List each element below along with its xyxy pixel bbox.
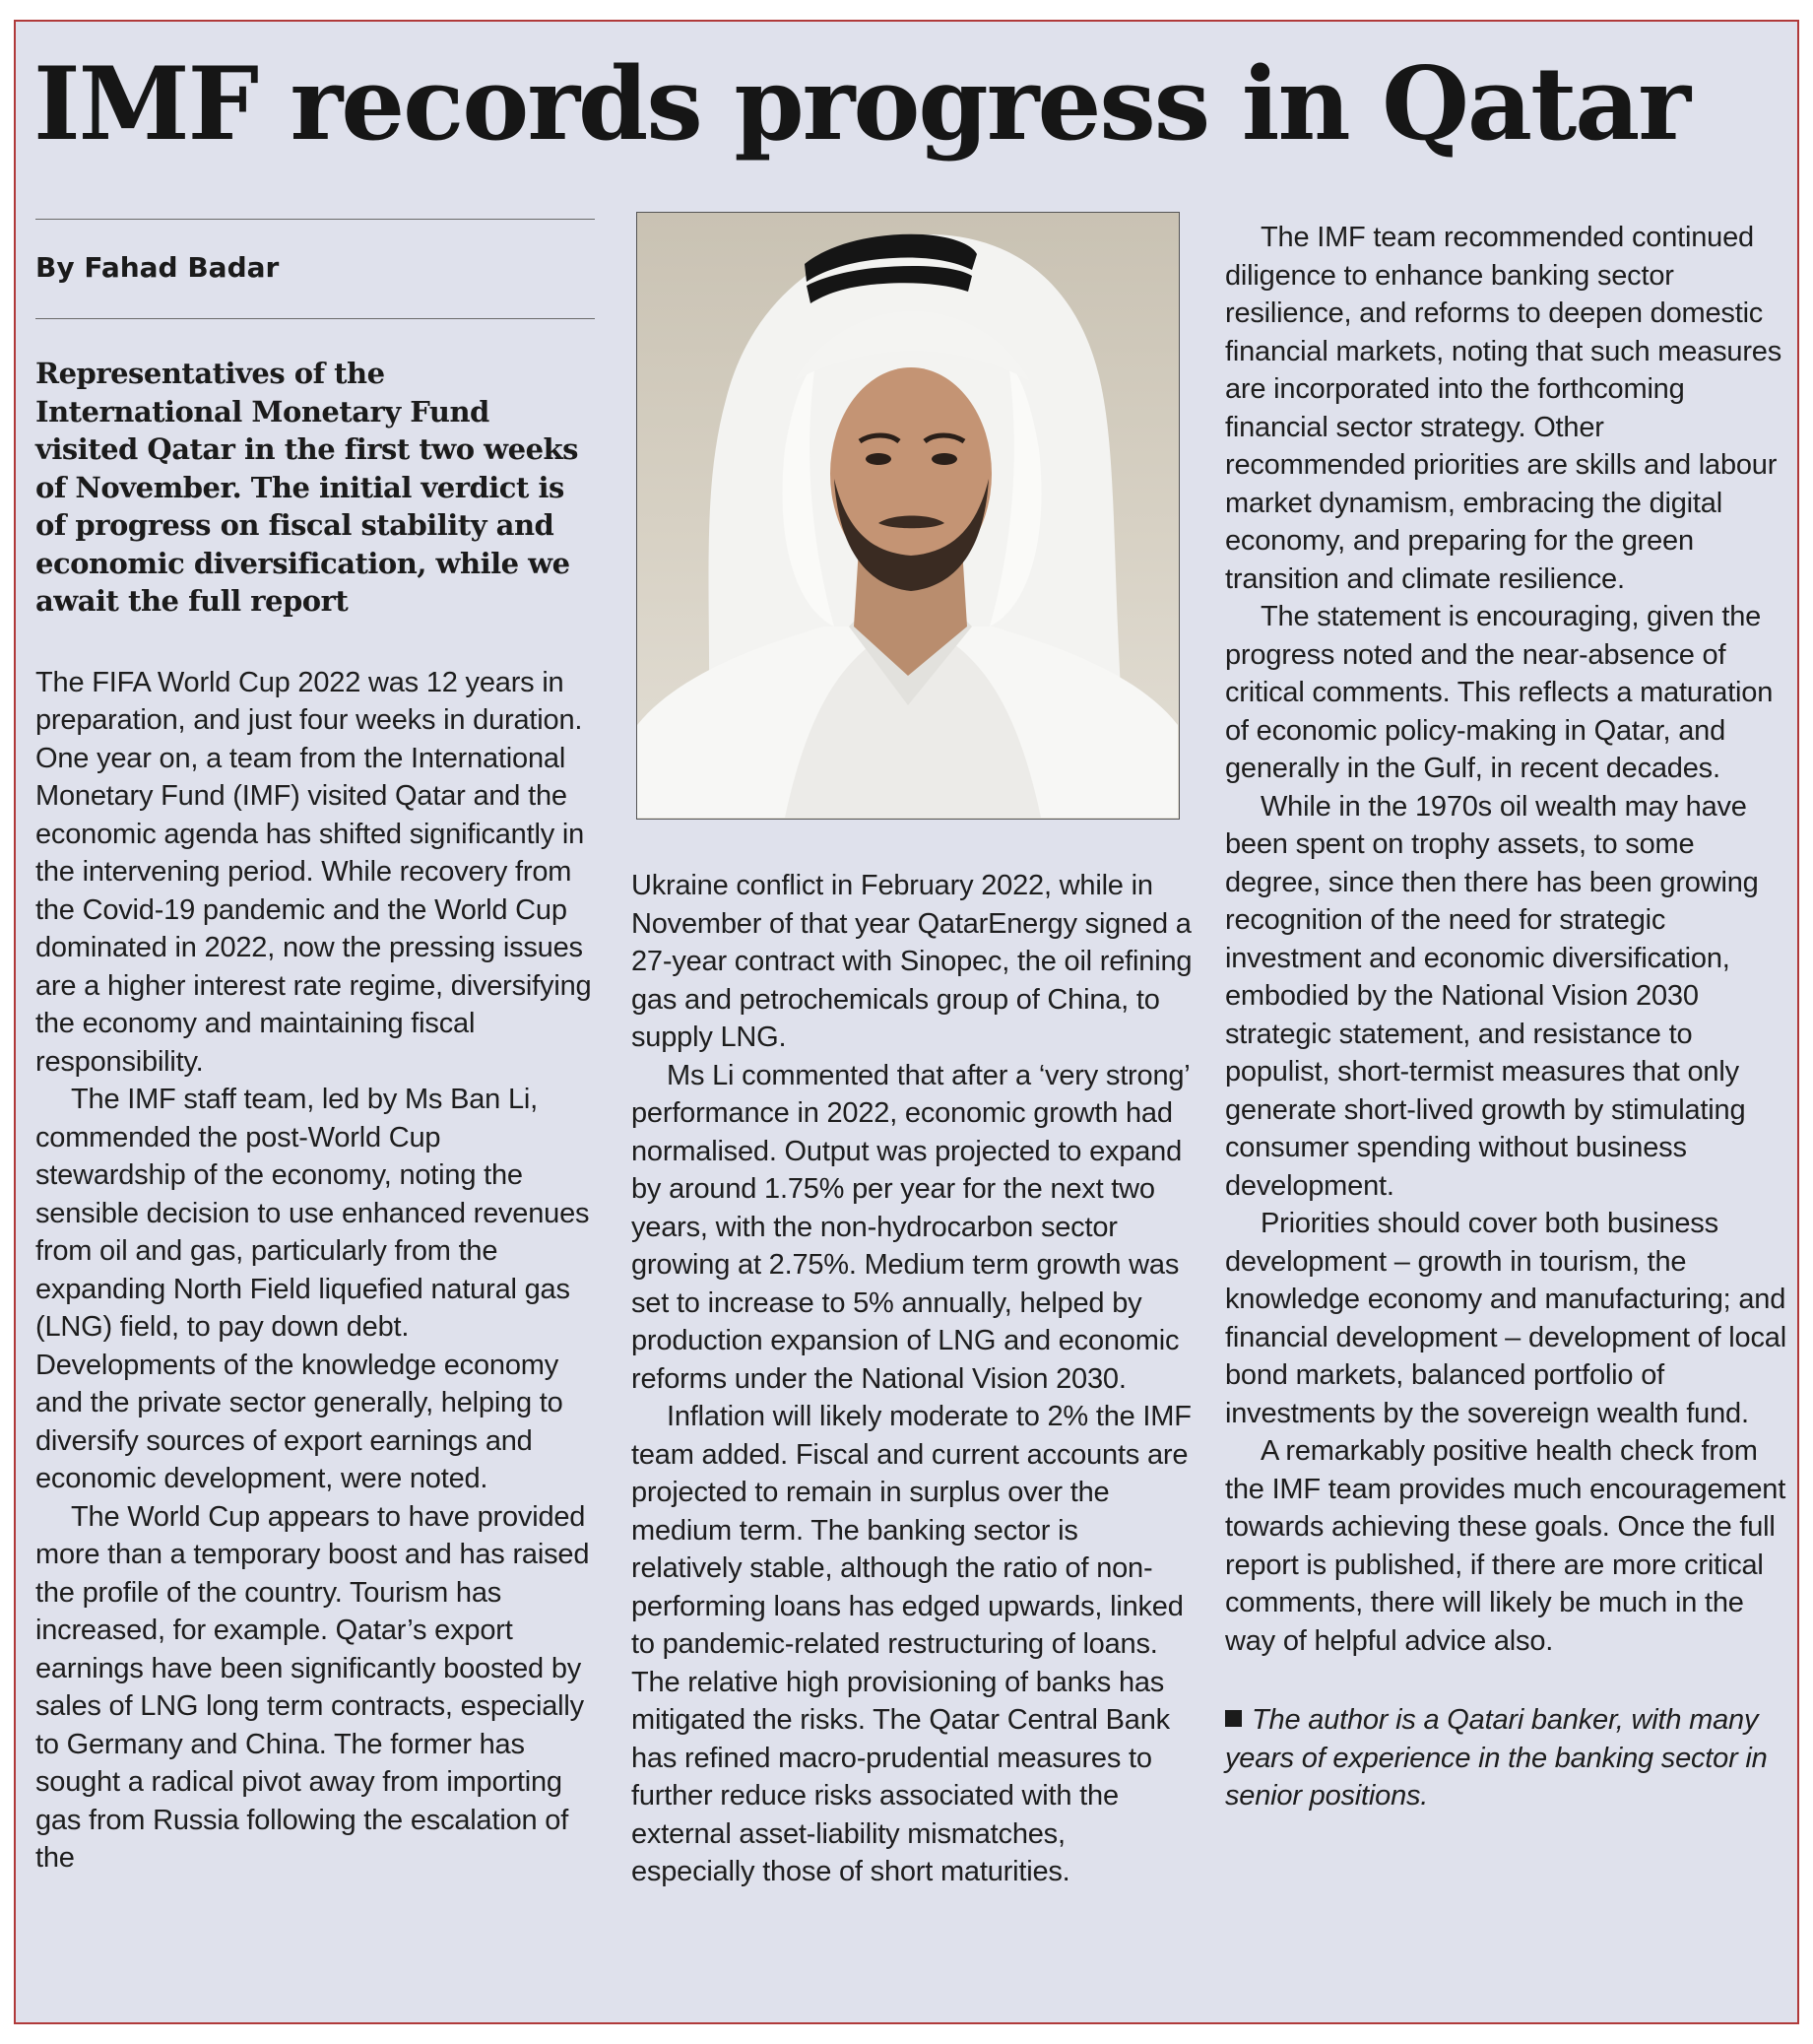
author-note-text: The author is a Qatari banker, with many years of experience in the banking sector in senior positions. xyxy=(1225,1704,1768,1812)
paragraph: The World Cup appears to have provided more than a temporary boost and has raised the profile of the country. Tourism has increased, for example. Qatar’s export earnings have been significantly boosted by sales of LNG long term contracts, especially to Germany and China. The former has sought a radical pivot away from importing gas from Russia following the escalation of the xyxy=(35,1500,590,1874)
paragraph: Ukraine conflict in February 2022, while in November of that year QatarEnergy signed a 27-year contract with Sinopec, the oil refining gas and petrochemicals group of China, to supply LNG. xyxy=(631,870,1193,1053)
paragraph: A remarkably positive health check from the IMF team provides much encouragement towards achieving these goals. Once the full report is published, if there are more critical comments, there will likely be much in the way of helpful advice also. xyxy=(1225,1435,1786,1657)
bullet-square-icon xyxy=(1225,1710,1242,1727)
paragraph: The statement is encouraging, given the progress noted and the near-absence of critical comments. This reflects a maturation of economic policy-making in Qatar, and generally in the Gulf, in recent decades. xyxy=(1225,601,1774,784)
portrait-icon xyxy=(637,213,1178,818)
byline: By Fahad Badar xyxy=(35,251,280,284)
column-2 xyxy=(631,867,1195,1891)
paragraph: While in the 1970s oil wealth may have been spent on trophy assets, to some degree, since then there has been growing recognition of the need for strategic investment and economic diversification, embodied by the National Vision 2030 strategic statement, and resistance to populist, short-termist measures that only generate short-lived growth by stimulating consumer spending without business development. xyxy=(1225,790,1759,1202)
paragraph: The IMF staff team, led by Ms Ban Li, commended the post-World Cup stewardship of the economy, noting the sensible decision to use enhanced revenues from oil and gas, particularly from the expanding North Field liquefied natural gas (LNG) field, to pay down debt. Developments of the knowledge economy and the private sector generally, helping to diversify sources of export earnings and economic development, were noted. xyxy=(35,1084,590,1494)
paragraph: Inflation will likely moderate to 2% the IMF team added. Fiscal and current accounts are projected to remain in surplus over the medium term. The banking sector is relatively stable, although the ratio of non-performing loans has edged upwards, linked to pandemic-related restructuring of loans. The relative high provisioning of banks has mitigated the risks. The Qatar Central Bank has refined macro-prudential measures to further reduce risks associated with the external asset-liability mismatches, especially those of short maturities. xyxy=(631,1401,1192,1887)
author-photo xyxy=(636,212,1180,820)
paragraph: Priorities should cover both business development – growth in tourism, the knowledge economy and manufacturing; and financial development – development of local bond markets, balanced portfolio of investments by the sovereign wealth fund. xyxy=(1225,1208,1786,1429)
headline: IMF records progress in Qatar xyxy=(33,45,1690,164)
article-page xyxy=(14,20,1799,2024)
column-1 xyxy=(35,219,595,1878)
paragraph: The FIFA World Cup 2022 was 12 years in preparation, and just four weeks in duration. One year on, a team from the International Monetary Fund (IMF) visited Qatar and the economic agenda has shifted significantly in the intervening period. While recovery from the Covid-19 pandemic and the World Cup dominated in 2022, now the pressing issues are a higher interest rate regime, diversifying the economy and maintaining fiscal responsibility. xyxy=(35,666,592,1078)
standfirst: Representatives of the International Monetary Fund visited Qatar in the first two weeks of November. The initial verdict is of progress on fiscal stability and economic diversification, while we await the full report xyxy=(35,357,578,618)
byline-bottom-rule xyxy=(35,318,595,319)
paragraph: Ms Li commented that after a ‘very strong’ performance in 2022, economic growth had normalised. Output was projected to expand by around 1.75% per year for the next two years, with the non-hydrocarbon sector growing at 2.75%. Medium term growth was set to increase to 5% annually, helped by production expansion of LNG and economic reforms under the National Vision 2030. xyxy=(631,1059,1190,1395)
paragraph: The IMF team recommended continued diligence to enhance banking sector resilience, and reforms to deepen domestic financial markets, noting that such measures are incorporated into the forthcoming financial sector strategy. Other recommended priorities are skills and labour market dynamism, embracing the digital economy, and preparing for the green transition and climate resilience. xyxy=(1225,222,1782,595)
column-3 xyxy=(1225,219,1788,1815)
author-note xyxy=(1225,1701,1788,1815)
